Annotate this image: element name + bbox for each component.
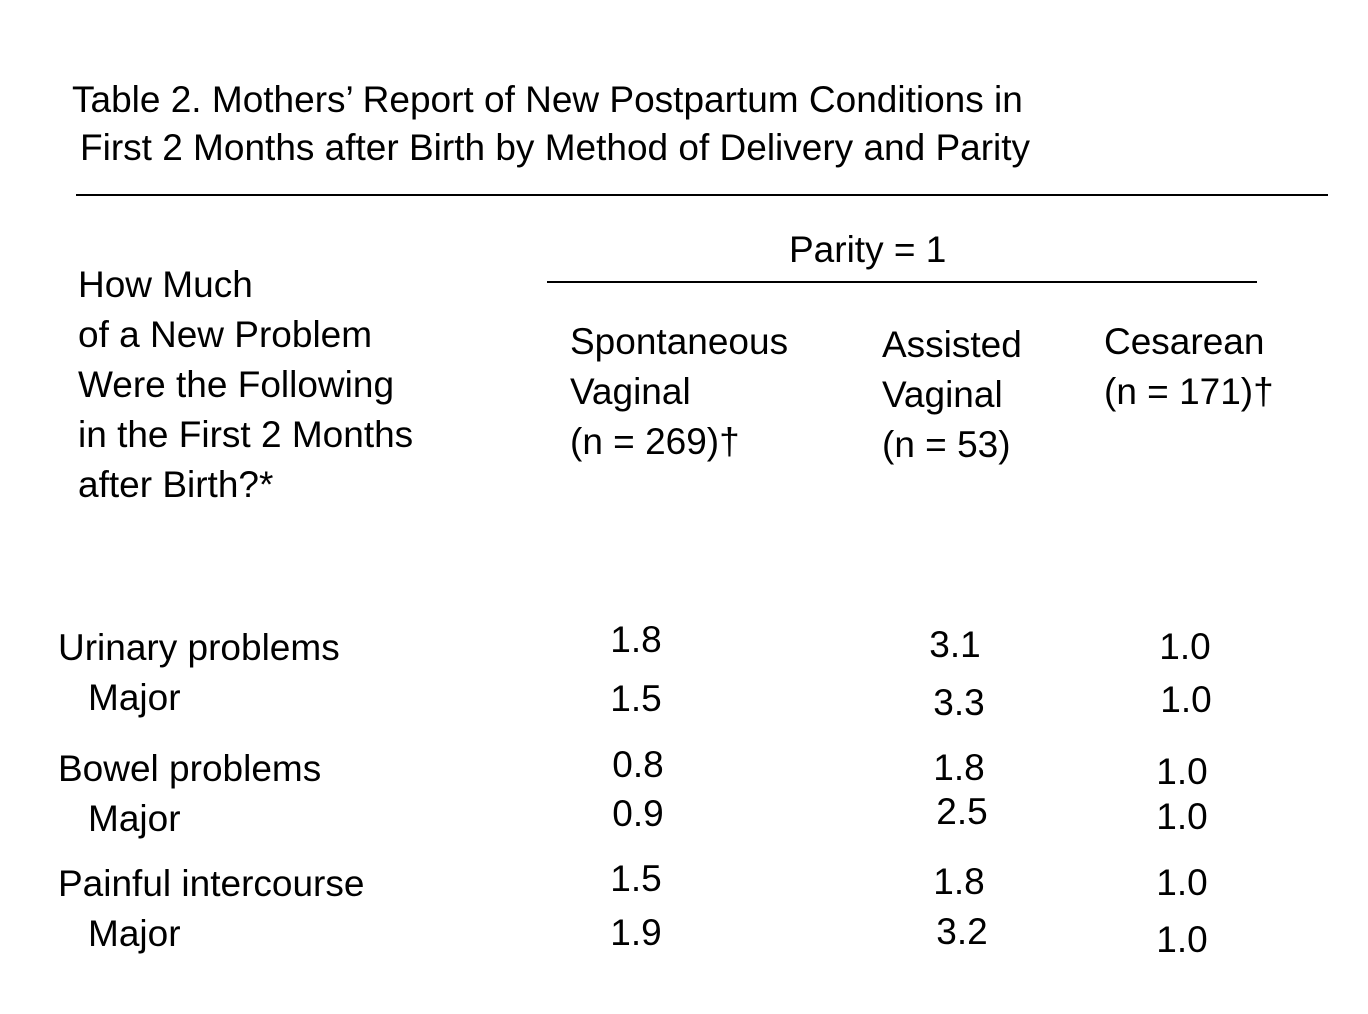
column-header-line: Vaginal xyxy=(882,374,1003,415)
column-header-assisted-vaginal xyxy=(882,320,1022,470)
table-title-line-2: First 2 Months after Birth by Method of Delivery and Parity xyxy=(80,127,1031,168)
table-cell: 0.9 xyxy=(612,793,664,834)
table-cell: 1.8 xyxy=(933,861,985,902)
row-label-intercourse-major: Major xyxy=(88,913,181,954)
table-title-line-1: Table 2. Mothers’ Report of New Postpartum Conditions in xyxy=(72,79,1023,120)
table-cell: 1.5 xyxy=(610,678,662,719)
table-cell: 1.0 xyxy=(1156,919,1208,960)
column-header-line: (n = 53) xyxy=(882,424,1011,465)
row-label-urinary-problems: Urinary problems xyxy=(58,627,340,668)
stub-header xyxy=(78,260,413,510)
column-header-line: (n = 171)† xyxy=(1104,371,1274,412)
row-label-painful-intercourse: Painful intercourse xyxy=(58,863,365,904)
stub-header-line: after Birth?* xyxy=(78,464,274,505)
stub-header-line: in the First 2 Months xyxy=(78,414,414,455)
column-header-line: Cesarean xyxy=(1104,321,1265,362)
column-header-cesarean xyxy=(1104,317,1274,417)
column-header-line: Assisted xyxy=(882,324,1022,365)
table-cell: 1.9 xyxy=(610,912,662,953)
stub-header-line: Were the Following xyxy=(78,364,395,405)
row-label-bowel-major: Major xyxy=(88,798,181,839)
column-header-line: Spontaneous xyxy=(570,321,789,362)
row-label-bowel-problems: Bowel problems xyxy=(58,748,322,789)
spanner-rule xyxy=(547,281,1257,283)
stub-header-line: How Much xyxy=(78,264,253,305)
table-cell: 1.0 xyxy=(1156,862,1208,903)
table-cell: 1.0 xyxy=(1156,796,1208,837)
column-header-line: (n = 269)† xyxy=(570,421,740,462)
table-cell: 0.8 xyxy=(612,744,664,785)
parity-spanner-label: Parity = 1 xyxy=(789,229,947,270)
title-rule xyxy=(76,194,1328,196)
table-cell: 1.8 xyxy=(610,619,662,660)
row-label-urinary-major: Major xyxy=(88,677,181,718)
table-cell: 3.1 xyxy=(929,624,981,665)
column-header-line: Vaginal xyxy=(570,371,691,412)
table-cell: 1.5 xyxy=(610,858,662,899)
table-cell: 3.2 xyxy=(936,911,988,952)
table-cell: 3.3 xyxy=(933,682,985,723)
column-header-spontaneous-vaginal xyxy=(570,317,788,467)
table-cell: 2.5 xyxy=(936,791,988,832)
table-cell: 1.0 xyxy=(1156,751,1208,792)
stub-header-line: of a New Problem xyxy=(78,314,373,355)
table-cell: 1.8 xyxy=(933,747,985,788)
table-cell: 1.0 xyxy=(1160,679,1212,720)
table-cell: 1.0 xyxy=(1159,626,1211,667)
